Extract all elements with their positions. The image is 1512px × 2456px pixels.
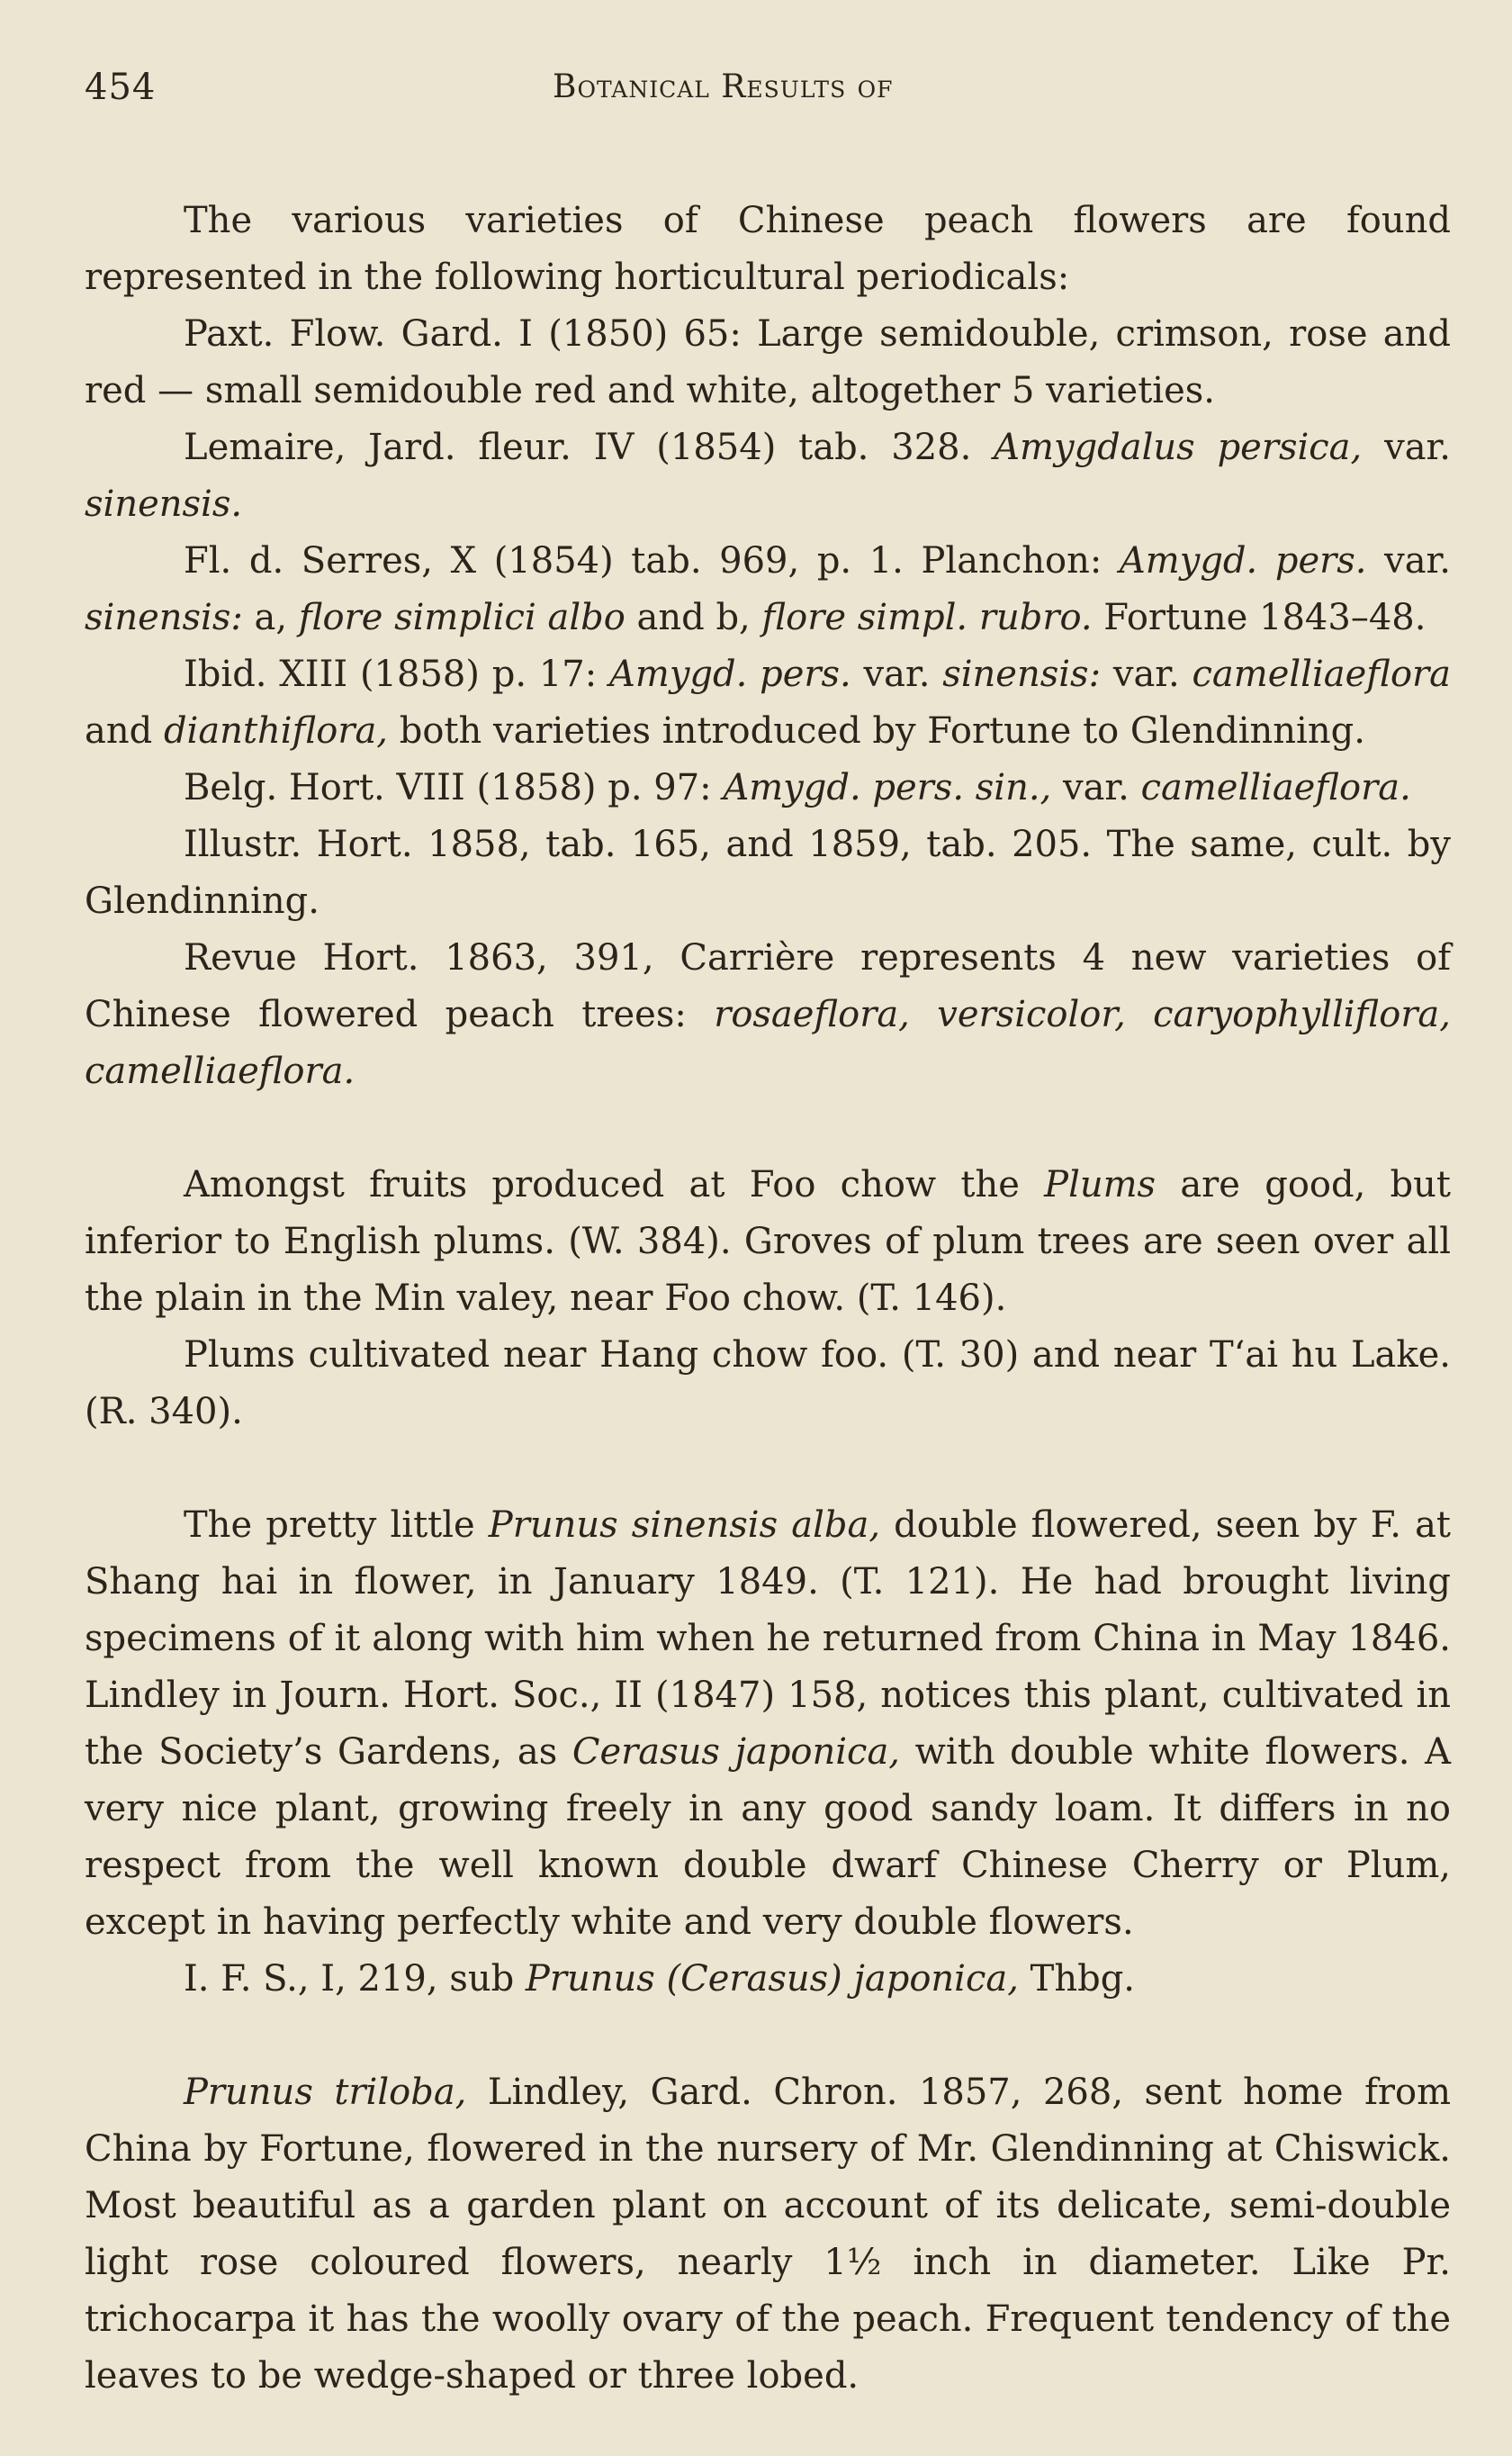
paragraph-plums-hang-chow: Plums cultivated near Hang chow foo. (T. 30) and near T‘ai hu Lake. (R. 340). (85, 1334, 1451, 1432)
paragraph-revue-hort: Revue Hort. 1863, 391, Carrière represents 4 new varieties of Chinese flowered peach trees: rosaeflora, versicolor, caryophylliflora, camelliaeflora. (85, 937, 1451, 1092)
paragraph-paxton: Paxt. Flow. Gard. I (1850) 65: Large semidouble, crimson, rose and red — small semidouble red and white, altogether 5 varieties. (85, 313, 1451, 411)
paragraph-flore-serres: Fl. d. Serres, X (1854) tab. 969, p. 1. Planchon: Amygd. pers. var. sinensis: a, flore simplici albo and b, flore simpl. rubro. Fortune 1843–48. (85, 540, 1451, 638)
page-number: 454 (85, 67, 157, 108)
page-header (85, 63, 1451, 121)
paragraph-plums-foo-chow: Amongst fruits produced at Foo chow the Plums are good, but inferior to English plums. (W. 384). Groves of plum trees are seen over all the plain in the Min valey, near Foo chow. (T. 146). (85, 1164, 1451, 1319)
paragraph-peach-varieties-intro: The various varieties of Chinese peach flowers are found represented in the following horticultural periodicals: (85, 200, 1451, 298)
paragraph-belg-hort: Belg. Hort. VIII (1858) p. 97: Amygd. pers. sin., var. camelliaeflora. (184, 767, 1411, 808)
paragraph-lemaire: Lemaire, Jard. fleur. IV (1854) tab. 328. Amygdalus persica, var. sinensis. (85, 427, 1451, 525)
paragraph-prunus-triloba: Prunus triloba, Lindley, Gard. Chron. 1857, 268, sent home from China by Fortune, flowered in the nursery of Mr. Glendinning at Chiswick. Most beautiful as a garden plant on account of its delicate, semi-double light rose coloured flowers, nearly 1½ inch in diameter. Like Pr. trichocarpa it has the woolly ovary of the peach. Frequent tendency of the leaves to be wedge-shaped or three lobed. (85, 2072, 1452, 2397)
paragraph-ifs-reference: I. F. S., I, 219, sub Prunus (Cerasus) japonica, Thbg. (184, 1958, 1136, 2000)
paragraph-illustr-hort: Illustr. Hort. 1858, tab. 165, and 1859, tab. 205. The same, cult. by Glendinning. (85, 824, 1451, 922)
section-gap (85, 2008, 1451, 2064)
section-gap (85, 1440, 1451, 1497)
running-head: Botanical Results of (553, 68, 894, 105)
paragraph-prunus-sinensis-alba: The pretty little Prunus sinensis alba, double flowered, seen by F. at Shang hai in flower, in January 1849. (T. 121). He had brought living specimens of it along with him when he returned from China in May 1846. Lindley in Journ. Hort. Soc., II (1847) 158, notices this plant, cultivated in the Society’s Gardens, as Cerasus japonica, with double white flowers. A very nice plant, growing freely in any good sandy loam. It differs in no respect from the well known double dwarf Chinese Cherry or Plum, except in having perfectly white and very double flowers. (85, 1504, 1452, 1943)
section-gap (85, 1100, 1451, 1157)
paragraph-ibid: Ibid. XIII (1858) p. 17: Amygd. pers. var. sinensis: var. camelliaeflora and dianthiflora, both varieties introduced by Fortune to Glendinning. (85, 654, 1451, 752)
body-text (85, 193, 1451, 2405)
